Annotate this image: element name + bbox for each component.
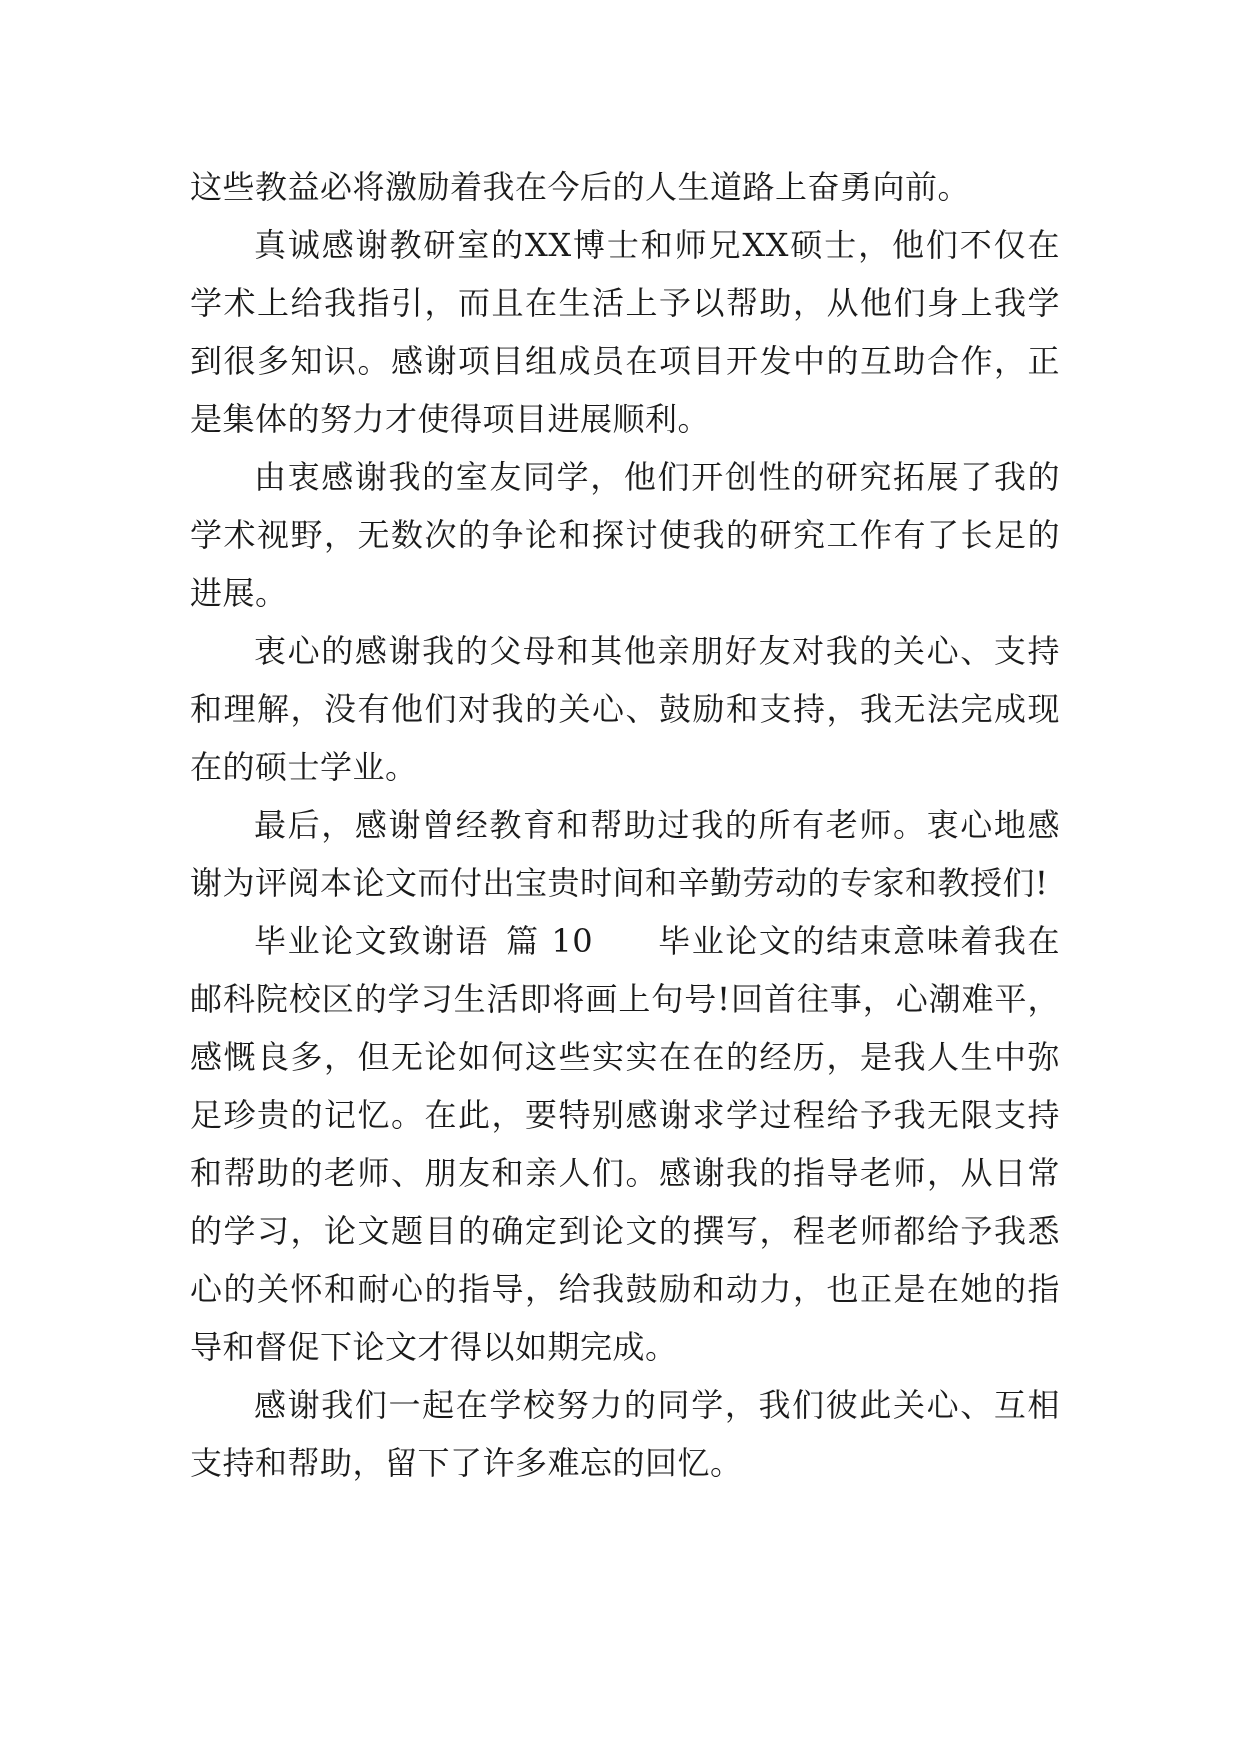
final-paragraph: 感谢我们一起在学校努力的同学，我们彼此关心、互相支持和帮助，留下了许多难忘的回忆。 bbox=[190, 1386, 1060, 1482]
section-label: 篇 10 bbox=[505, 922, 594, 960]
paragraph-1: 这些教益必将激励着我在今后的人生道路上奋勇向前。 bbox=[190, 168, 971, 206]
document-body bbox=[190, 158, 1060, 1492]
paragraph-2: 真诚感谢教研室的XX博士和师兄XX硕士，他们不仅在学术上给我指引，而且在生活上予以帮助，从他们身上我学到很多知识。感谢项目组成员在项目开发中的互助合作，正是集体的努力才使得项目进展顺利。 bbox=[190, 226, 1060, 438]
section-paragraph bbox=[190, 912, 1060, 1376]
paragraph-5: 最后，感谢曾经教育和帮助过我的所有老师。衷心地感谢为评阅本论文而付出宝贵时间和辛勤劳动的专家和教授们! bbox=[190, 806, 1060, 902]
paragraph-3: 由衷感谢我的室友同学，他们开创性的研究拓展了我的学术视野，无数次的争论和探讨使我的研究工作有了长足的进展。 bbox=[190, 458, 1060, 612]
section-heading: 毕业论文致谢语 bbox=[254, 922, 489, 960]
section-text: 毕业论文的结束意味着我在邮科院校区的学习生活即将画上句号!回首往事，心潮难平，感慨良多，但无论如何这些实实在在的经历，是我人生中弥足珍贵的记忆。在此，要特别感谢求学过程给予我无限支持和帮助的老师、朋友和亲人们。感谢我的指导老师，从日常的学习，论文题目的确定到论文的撰写，程老师都给予我悉心的关怀和耐心的指导，给我鼓励和动力，也正是在她的指导和督促下论文才得以如期完成。 bbox=[190, 922, 1060, 1366]
paragraph-4: 衷心的感谢我的父母和其他亲朋好友对我的关心、支持和理解，没有他们对我的关心、鼓励和支持，我无法完成现在的硕士学业。 bbox=[190, 632, 1060, 786]
